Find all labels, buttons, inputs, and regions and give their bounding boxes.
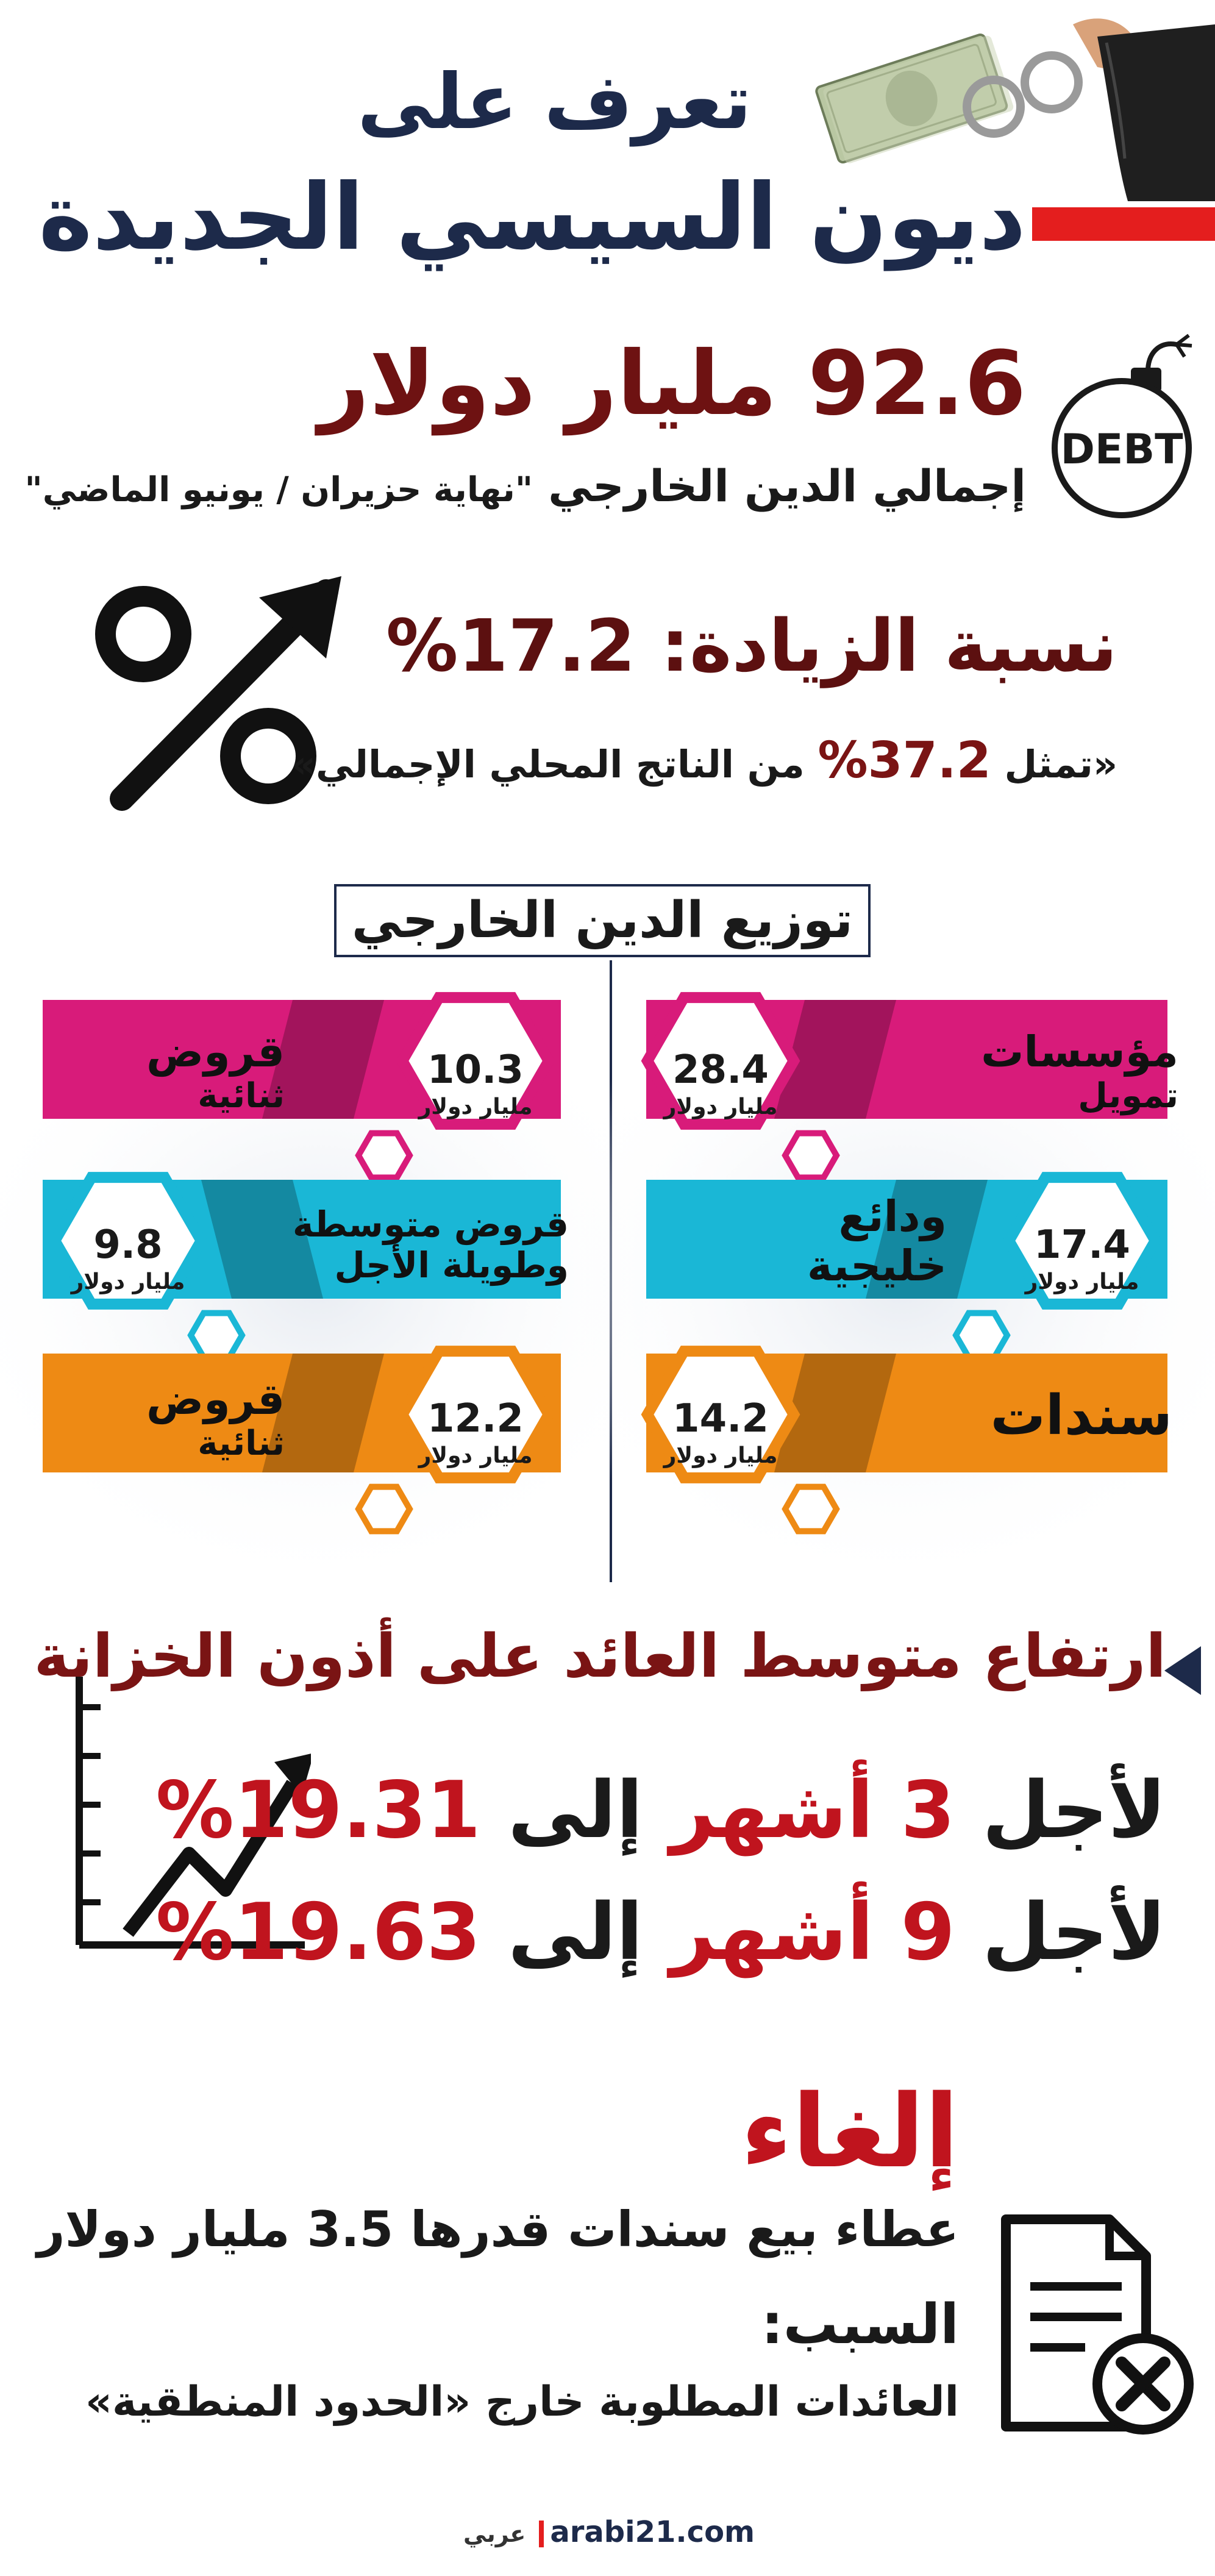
hex-unit-right-2: مليار دولار	[1025, 1269, 1139, 1294]
band-right-3-hex-small	[785, 1487, 836, 1532]
gdp-share	[291, 732, 1117, 790]
yield-row-2-months: 9 أشهر	[670, 1887, 955, 1978]
hex-unit-right-1: مليار دولار	[663, 1094, 778, 1119]
band-right-3	[990, 1384, 1172, 1447]
footer-brand	[463, 2515, 755, 2549]
brand-mark-icon	[539, 2521, 544, 2547]
band-left-3-line2: ثنائية	[198, 1423, 285, 1463]
band-right-1-hex-small	[785, 1133, 836, 1178]
hex-value-left-1: 10.3	[427, 1047, 524, 1093]
total-debt-title: إجمالي الدين الخارجي	[548, 460, 1026, 512]
hex-unit-left-2: مليار دولار	[71, 1269, 185, 1294]
yield-row-2	[155, 1887, 1166, 1978]
band-left-1-line2: ثنائية	[198, 1076, 285, 1116]
header-line1: تعرف على	[357, 58, 752, 146]
band-right-2-line1: ودائع	[838, 1191, 947, 1241]
band-left-1-hex-small	[358, 1133, 410, 1178]
page-title: ديون السيسي الجديدة	[38, 165, 1026, 271]
reason-text: العائدات المطلوبة خارج «الحدود المنطقية»	[85, 2378, 959, 2426]
band-right-1-line1: مؤسسات	[981, 1027, 1178, 1077]
band-right-2	[807, 1192, 947, 1290]
yield-row-2-prefix: لأجل	[982, 1887, 1166, 1978]
yield-row-2-value: 19.63%	[155, 1887, 481, 1978]
title-accent-bar	[1032, 207, 1215, 241]
yield-row-2-to: إلى	[508, 1887, 643, 1978]
bomb-label: DEBT	[1060, 426, 1183, 474]
hex-value-right-1: 28.4	[672, 1047, 769, 1093]
total-debt-label	[25, 460, 1026, 512]
increase-value: 17.2%	[386, 604, 636, 688]
yield-row-1-to: إلى	[508, 1765, 643, 1856]
hex-unit-right-3: مليار دولار	[663, 1443, 778, 1468]
hex-unit-left-1: مليار دولار	[418, 1094, 533, 1119]
band-left-3-line1: قروض	[146, 1374, 285, 1424]
yield-row-1	[155, 1765, 1166, 1856]
band-left-2-hex-small	[191, 1313, 242, 1358]
yield-row-1-value: 19.31%	[155, 1765, 481, 1856]
footer-arabic: عربي	[463, 2521, 526, 2547]
yield-row-1-months: 3 أشهر	[670, 1765, 955, 1856]
debt-bomb-icon	[1046, 326, 1198, 527]
cancel-title: إلغاء	[741, 2073, 959, 2190]
hex-value-right-2: 17.4	[1034, 1222, 1130, 1268]
cancel-description: عطاء بيع سندات قدرها 3.5 مليار دولار	[37, 2201, 959, 2258]
cancel-document-icon	[994, 2207, 1195, 2439]
band-right-3-line1: سندات	[990, 1383, 1172, 1447]
band-left-2	[293, 1204, 569, 1285]
money-handcuff-icon	[811, 0, 1215, 201]
reason-title: السبب:	[761, 2292, 959, 2357]
band-left-2-line1: قروض متوسطة	[293, 1204, 569, 1245]
yield-row-1-prefix: لأجل	[982, 1765, 1166, 1856]
total-debt-amount: 92.6 مليار دولار	[318, 332, 1026, 435]
hex-unit-left-3: مليار دولار	[418, 1443, 533, 1468]
band-left-2-line2: وطويلة الأجل	[334, 1244, 569, 1286]
hex-value-right-3: 14.2	[672, 1396, 769, 1441]
band-right-2-line2: خليجية	[807, 1240, 947, 1291]
total-debt-period: "نهاية حزيران / يونيو الماضي"	[24, 470, 533, 510]
hex-value-left-3: 12.2	[427, 1396, 524, 1441]
increase-label: نسبة الزيادة:	[660, 604, 1117, 688]
band-right-1-line2: تمويل	[1078, 1076, 1178, 1116]
band-left-3-hex-small	[358, 1487, 410, 1532]
band-right-1	[981, 1027, 1178, 1116]
increase-headline	[386, 604, 1117, 688]
distribution-title-box	[334, 884, 871, 957]
band-left-1	[146, 1027, 285, 1116]
yield-title: ارتفاع متوسط العائد على أذون الخزانة	[34, 1622, 1166, 1691]
distribution-title: توزيع الدين الخارجي	[351, 891, 853, 949]
gdp-prefix: «تمثل	[1004, 742, 1117, 787]
hex-value-left-2: 9.8	[93, 1222, 163, 1268]
band-right-2-hex-small	[956, 1313, 1007, 1358]
footer-site: arabi21.com	[550, 2515, 755, 2549]
gdp-suffix: من الناتج المحلي الإجمالي»	[291, 742, 805, 787]
gdp-value: 37.2%	[818, 732, 991, 790]
band-left-1-line1: قروض	[146, 1027, 285, 1077]
band-left-3	[146, 1375, 285, 1463]
